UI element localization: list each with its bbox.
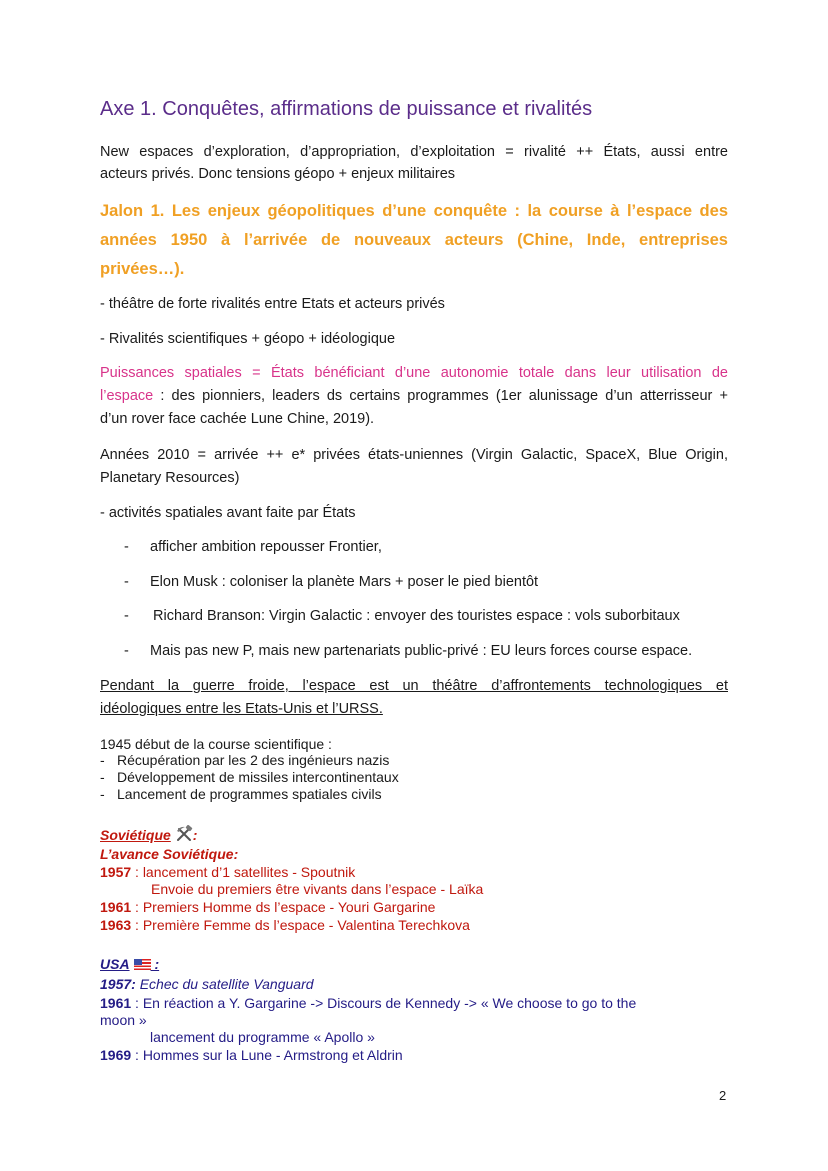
course-title: 1945 début de la course scientifique : [100,736,332,752]
dash-mark: - [100,752,105,768]
guerre-froide-line-2: idéologiques entre les Etats-Unis et l’URSS. [100,701,383,717]
page-number: 2 [719,1088,727,1103]
event-text: : lancement d’1 satellites - Spoutnik [131,864,356,880]
activites-spatiales: - activités spatiales avant faite par États [100,505,356,521]
puissances-definition-line-2 [100,387,728,406]
dash-item-4: Mais pas new P, mais new partenariats public-privé : EU leurs forces course espace. [150,643,693,659]
event-year: 1961 [100,899,132,915]
dash-mark: - [124,643,129,659]
jalon-line-3: privées…). [100,260,185,278]
intro-line-1: New espaces d’exploration, d’appropriation, d’exploitation = rivalité ++ États, aussi entre [100,144,728,160]
intro-line-2: acteurs privés. Donc tensions géopo + enjeux militaires [100,166,456,182]
annees-2010-line-1: Années 2010 = arrivée ++ e* privées états-uniennes (Virgin Galactic, SpaceX, Blue Origin, [100,447,728,463]
dash-mark: - [124,608,129,624]
guerre-froide-line-1: Pendant la guerre froide, l’espace est un théâtre d’affrontements technologiques et [100,678,728,694]
event-text: Echec du satellite Vanguard [135,976,314,992]
hammer-and-pick-icon [175,825,193,842]
usa-title-row [100,956,159,973]
usa-event-1961-cont: moon » [100,1012,147,1028]
event-text: : Hommes sur la Lune - Armstrong et Aldrin [131,1047,403,1063]
puissances-line-2-rest: : des pionniers, leaders ds certains programmes (1er alunissage d’un atterrisseur + [153,388,728,404]
puissances-definition-line-3: d’un rover face cachée Lune Chine, 2019). [100,411,375,427]
dash-mark: - [100,786,105,802]
usa-event-apollo: lancement du programme « Apollo » [150,1029,375,1045]
sovietique-colon: : [192,827,198,843]
dash-mark: - [124,574,129,590]
sovietique-title: Soviétique [100,827,171,843]
usa-colon: : [150,956,160,972]
puissances-definition-line-1: Puissances spatiales = États bénéficiant d’une autonomie totale dans leur utilisation de [100,365,728,381]
event-year: 1961 [100,995,132,1011]
sovietique-event-1961 [100,899,435,916]
section-heading: Axe 1. Conquêtes, affirmations de puissance et rivalités [100,98,593,120]
sovietique-subtitle: L’avance Soviétique: [100,846,239,862]
sovietique-title-row [100,825,197,844]
usa-event-1961 [100,995,636,1012]
us-flag-icon [134,959,151,970]
sovietique-event-1957 [100,864,355,881]
event-year: 1957 [100,864,132,880]
usa-title: USA [100,956,130,972]
event-text: : En réaction a Y. Gargarine -> Discours de Kennedy -> « We choose to go to the [131,995,637,1011]
event-year: 1969 [100,1047,132,1063]
dash-item-1: afficher ambition repousser Frontier, [150,539,382,555]
course-item-3: Lancement de programmes spatiales civils [117,786,382,802]
usa-event-1957 [100,976,314,993]
sovietique-event-laika: Envoie du premiers être vivants dans l’espace - Laïka [151,881,484,897]
dash-item-2: Elon Musk : coloniser la planète Mars + poser le pied bientôt [150,574,539,590]
event-year: 1957: [100,976,136,992]
dash-item-3: Richard Branson: Virgin Galactic : envoyer des touristes espace : vols suborbitaux [153,608,680,624]
jalon-line-2: années 1950 à l’arrivée de nouveaux acteurs (Chine, Inde, entreprises [100,231,728,249]
annees-2010-line-2: Planetary Resources) [100,470,240,486]
bullet-rivalites-scientifiques: - Rivalités scientifiques + géopo + idéologique [100,331,396,347]
dash-mark: - [100,769,105,785]
usa-event-1969 [100,1047,403,1064]
event-text: : Première Femme ds l’espace - Valentina Terechkova [131,917,470,933]
event-year: 1963 [100,917,132,933]
course-item-1: Récupération par les 2 des ingénieurs nazis [117,752,390,768]
sovietique-event-1963 [100,917,470,934]
course-item-2: Développement de missiles intercontinentaux [117,769,399,785]
jalon-line-1: Jalon 1. Les enjeux géopolitiques d’une conquête : la course à l’espace des [100,202,728,220]
puissances-espace-highlight: l’espace [100,388,154,404]
dash-mark: - [124,539,129,555]
bullet-rivalites-etats: - théâtre de forte rivalités entre Etats et acteurs privés [100,296,445,312]
event-text: : Premiers Homme ds l’espace - Youri Gargarine [131,899,436,915]
